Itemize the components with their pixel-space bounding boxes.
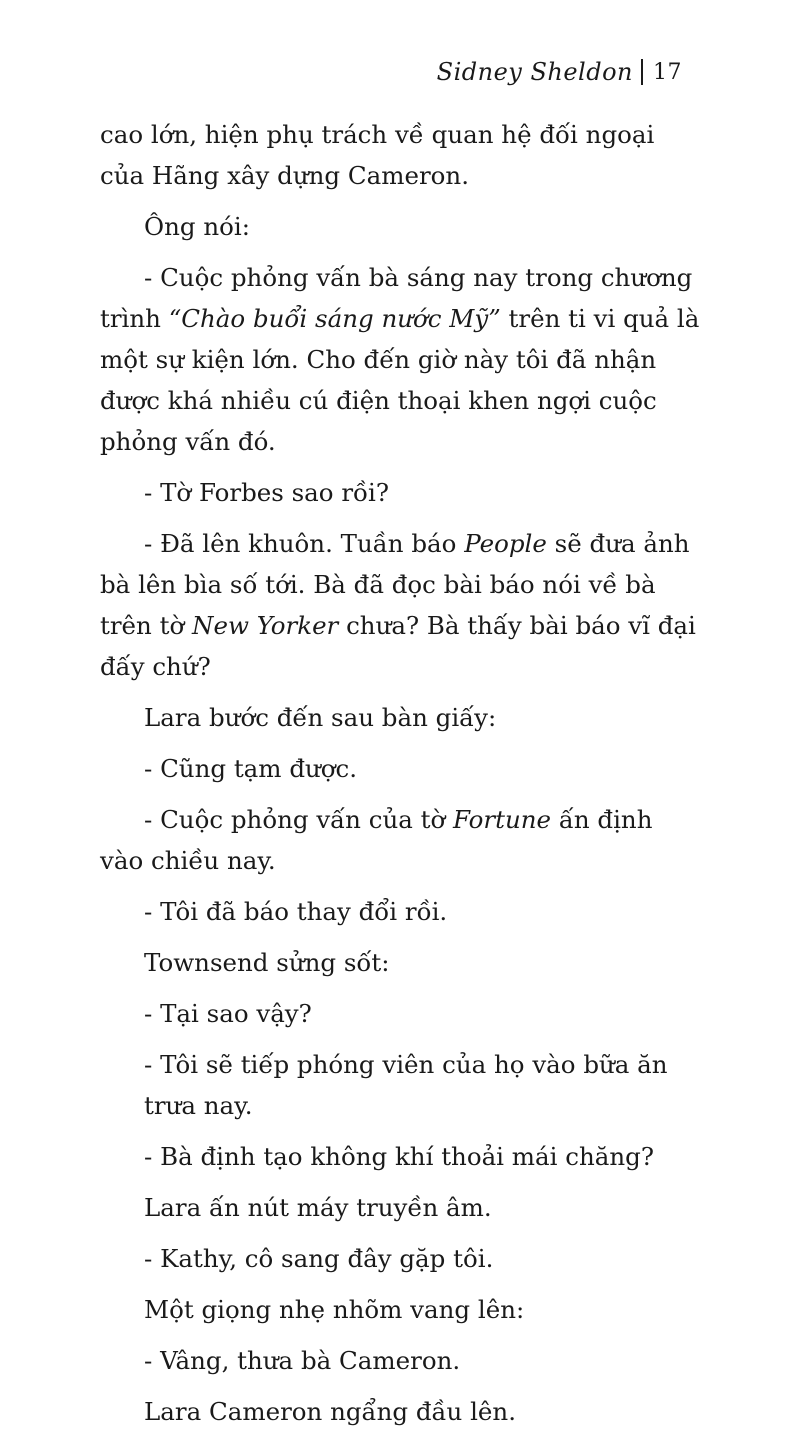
paragraph: - Cũng tạm được.	[144, 754, 358, 783]
paragraph: - Bà định tạo không khí thoải mái chăng?	[144, 1142, 654, 1171]
page-body	[100, 114, 700, 1432]
paragraph: - Kathy, cô sang đây gặp tôi.	[144, 1244, 494, 1273]
text-span: ấn định vào chiều nay.	[100, 805, 653, 875]
magazine-title: New Yorker	[192, 611, 339, 640]
text-span: chưa? Bà thấy bài báo vĩ đại đấy chứ?	[100, 611, 696, 681]
paragraph: - Tôi sẽ tiếp phóng viên của họ vào bữa ăn trưa nay.	[144, 1050, 668, 1120]
paragraph	[100, 523, 700, 687]
paragraph: Lara bước đến sau bàn giấy:	[144, 703, 497, 732]
paragraph: Một giọng nhẹ nhõm vang lên:	[144, 1295, 525, 1324]
paragraph: Lara ấn nút máy truyền âm.	[144, 1193, 492, 1222]
magazine-title: Fortune	[453, 805, 552, 834]
paragraph	[100, 799, 700, 881]
paragraph: - Tờ Forbes sao rồi?	[144, 478, 389, 507]
text-span: - Cuộc phỏng vấn của tờ	[144, 805, 454, 834]
text-span: trên ti vi quả là một sự kiện lớn. Cho đến giờ này tôi đã nhận được khá nhiều cú điện thoại khen ngợi cuộc phỏng vấn đó.	[100, 304, 700, 456]
text-span: sẽ đưa ảnh bà lên bìa số tới. Bà đã đọc bài báo nói về bà trên tờ	[100, 529, 690, 640]
paragraph: Townsend sửng sốt:	[144, 948, 390, 977]
paragraph: Ông nói:	[144, 212, 250, 241]
page-number: 17	[653, 59, 682, 85]
magazine-title: People	[464, 529, 547, 558]
header-author: Sidney Sheldon	[436, 58, 633, 86]
paragraph: - Tại sao vậy?	[144, 999, 312, 1028]
paragraph: - Vâng, thưa bà Cameron.	[144, 1346, 461, 1375]
paragraph: - Tôi đã báo thay đổi rồi.	[144, 897, 448, 926]
paragraph	[100, 257, 700, 462]
running-header	[437, 58, 682, 86]
program-title: “Chào buổi sáng nước Mỹ”	[168, 304, 501, 333]
text-span: - Cuộc phỏng vấn bà sáng nay trong chương trình	[100, 263, 693, 333]
paragraph: cao lớn, hiện phụ trách về quan hệ đối ngoại của Hãng xây dựng Cameron.	[100, 120, 655, 190]
header-separator	[641, 59, 643, 85]
paragraph: Lara Cameron ngẩng đầu lên.	[144, 1397, 516, 1426]
text-span: - Đã lên khuôn. Tuần báo	[144, 529, 465, 558]
